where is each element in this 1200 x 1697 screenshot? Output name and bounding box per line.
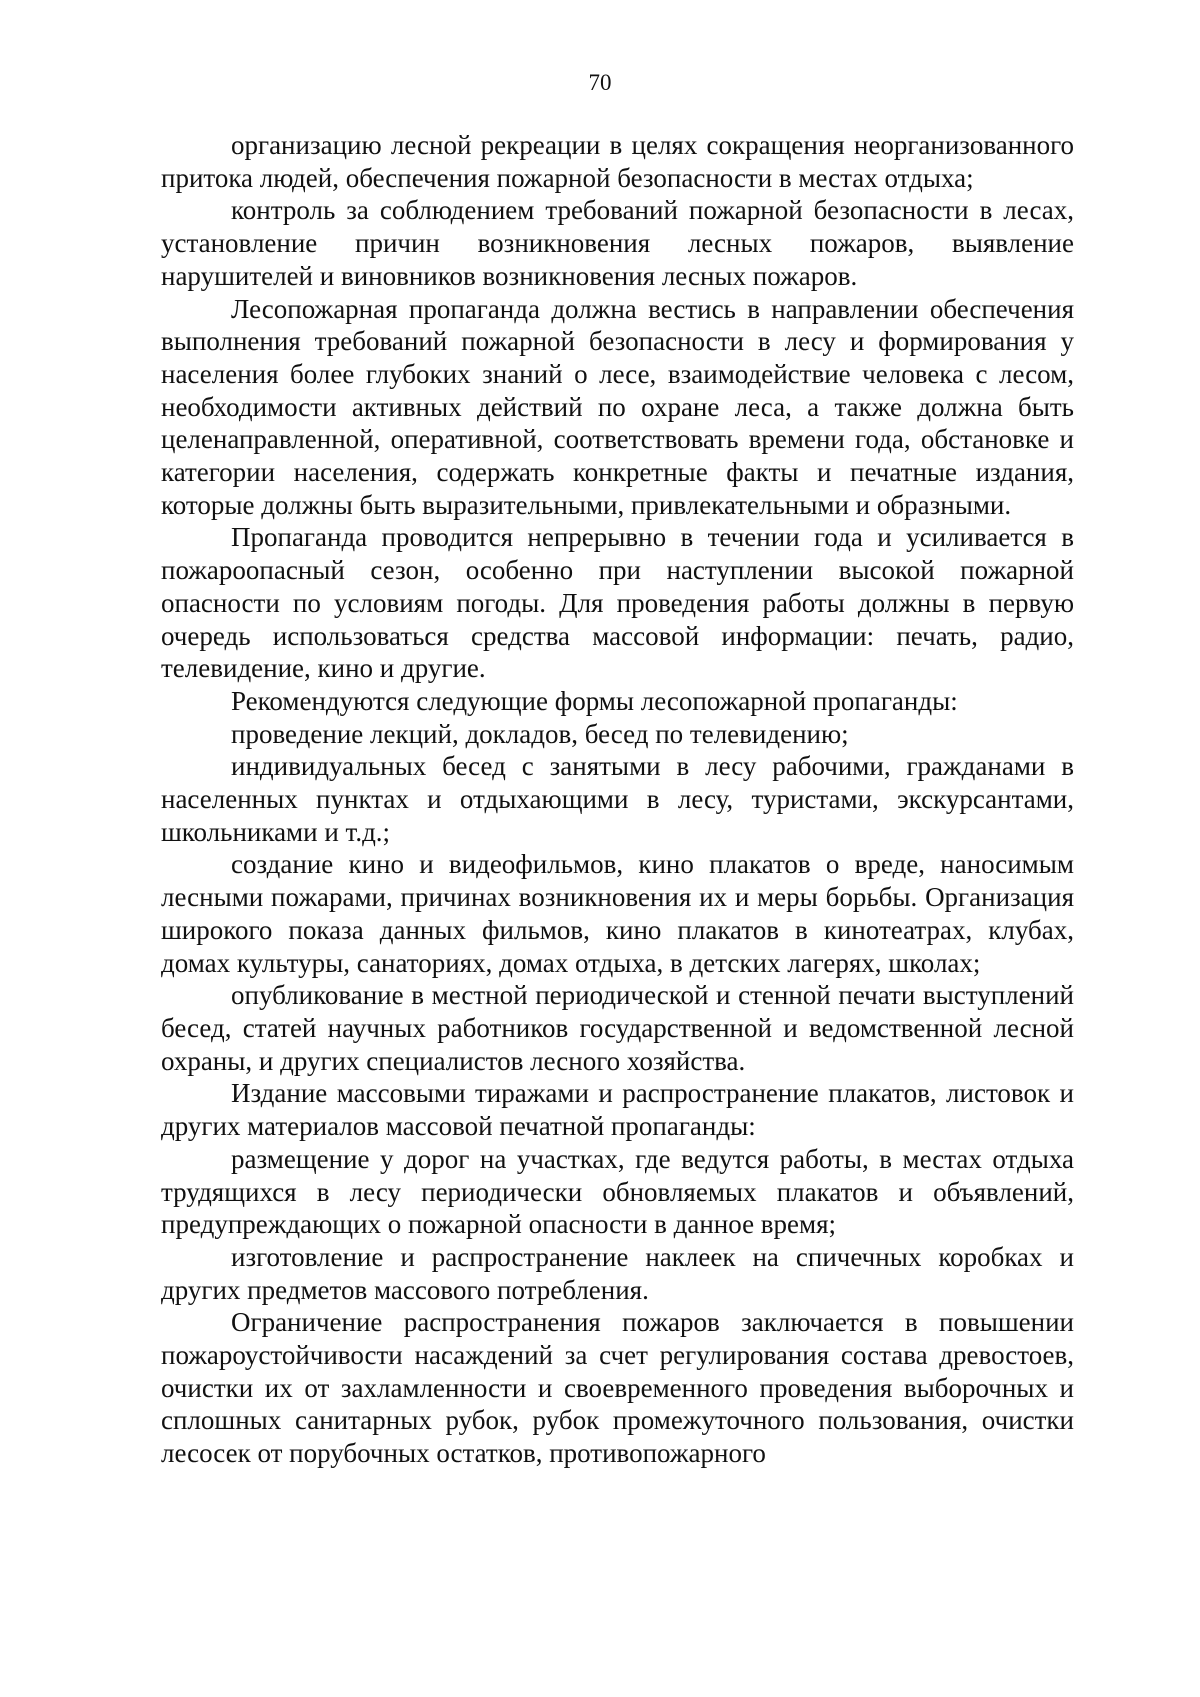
paragraph-propaganda-season: Пропаганда проводится непрерывно в течении года и усиливается в пожароопасный сезон, особенно при наступлении высокой пожарной опасности по условиям погоды. Для проведения работы должны в первую очередь использоваться средства массовой информации: печать, радио, телевидение, кино и другие. xyxy=(161,522,1074,684)
list-item-lectures: проведение лекций, докладов, бесед по телевидению; xyxy=(231,718,849,749)
paragraph-recommended-forms: Рекомендуются следующие формы лесопожарной пропаганды: xyxy=(231,685,958,716)
list-item-match-stickers: изготовление и распространение наклеек на спичечных коробках и других предметов массового потребления. xyxy=(161,1241,1074,1305)
paragraph-mass-printing: Издание массовыми тиражами и распространение плакатов, листовок и других материалов массовой печатной пропаганды: xyxy=(161,1078,1074,1142)
list-item-road-posters: размещение у дорог на участках, где ведутся работы, в местах отдыха трудящихся в лесу периодически обновляемых плакатов и объявлений, предупреждающих о пожарной опасности в данное время; xyxy=(161,1143,1074,1240)
list-item-films: создание кино и видеофильмов, кино плакатов о вреде, наносимым лесными пожарами, причинах возникновения их и меры борьбы. Организация широкого показа данных фильмов, кино плакатов в кинотеатрах, клубах, домах культуры, санаториях, домах отдыха, в детских лагерях, школах; xyxy=(161,849,1074,978)
list-item-publications: опубликование в местной периодической и стенной печати выступлений бесед, статей научных работников государственной и ведомственной лесной охраны, и других специалистов лесного хозяйства. xyxy=(161,980,1074,1076)
paragraph-fire-spread-limitation: Ограничение распространения пожаров заключается в повышении пожароустойчивости насаждений за счет регулирования состава древостоев, очистки их от захламленности и своевременного проведения выборочных и сплошных санитарных рубок, рубок промежуточного пользования, очистки лесосек от порубочных остатков, противопожарного xyxy=(161,1307,1074,1469)
list-item-individual-talks: индивидуальных бесед с занятыми в лесу рабочими, гражданами в населенных пунктах и отдыхающими в лесу, туристами, экскурсантами, школьниками и т.д.; xyxy=(161,751,1074,847)
body-text xyxy=(161,129,1074,1470)
page-number: 70 xyxy=(588,70,612,95)
paragraph-control: контроль за соблюдением требований пожарной безопасности в лесах, установление причин возникновения лесных пожаров, выявление нарушителей и виновников возникновения лесных пожаров. xyxy=(161,195,1074,291)
paragraph-propaganda-direction: Лесопожарная пропаганда должна вестись в направлении обеспечения выполнения требований пожарной безопасности в лесу и формирования у населения более глубоких знаний о лесе, взаимодействие человека с лесом, необходимости активных действий по охране леса, а также должна быть целенаправленной, оперативной, соответствовать времени года, обстановке и категории населения, содержать конкретные факты и печатные издания, которые должны быть выразительными, привлекательными и образными. xyxy=(161,293,1074,520)
paragraph-recreation: организацию лесной рекреации в целях сокращения неорганизованного притока людей, обеспечения пожарной безопасности в местах отдыха; xyxy=(161,130,1074,193)
